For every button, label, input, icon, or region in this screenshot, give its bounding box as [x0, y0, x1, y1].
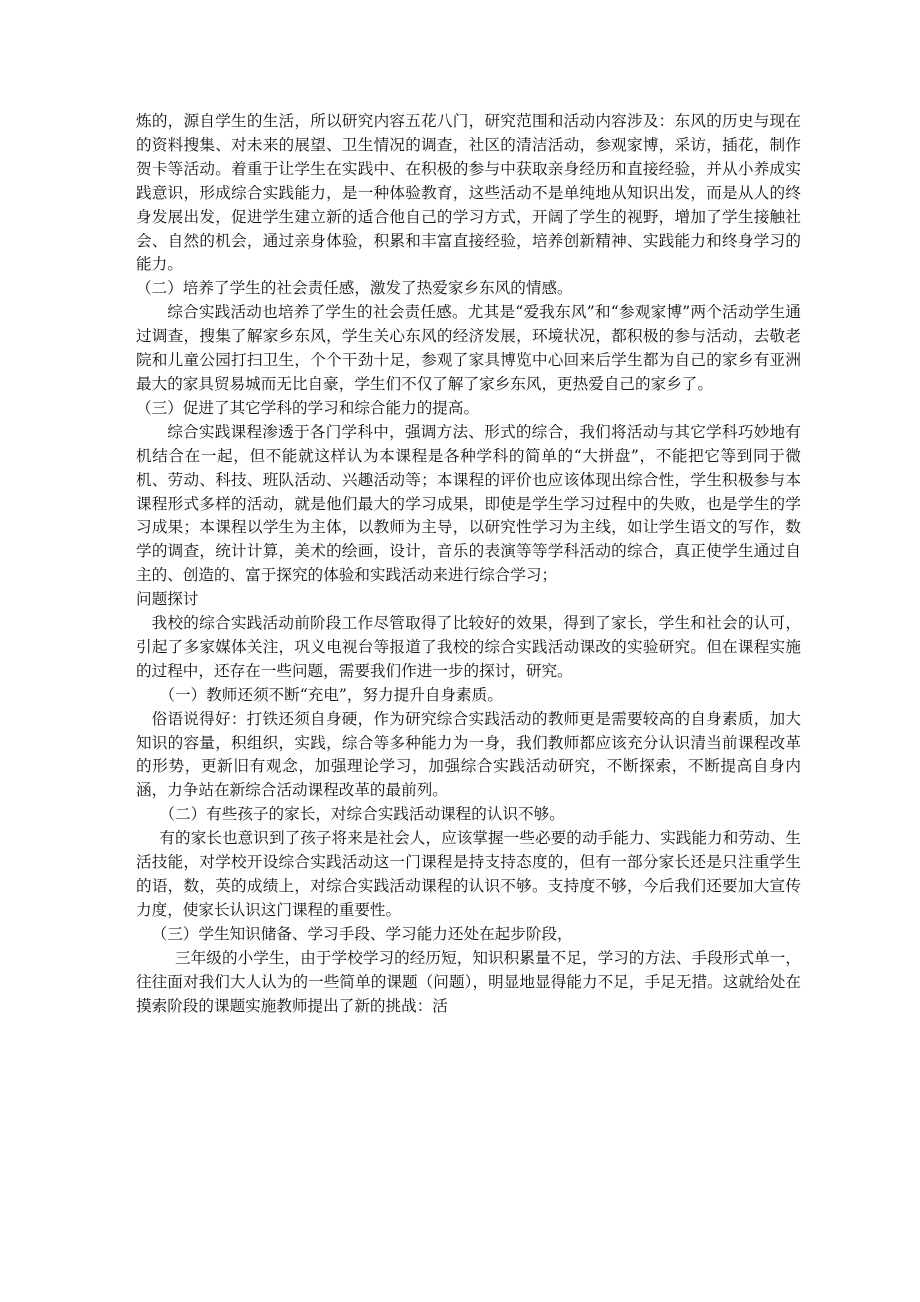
paragraph-integration: 综合实践课程渗透于各门学科中，强调方法、形式的综合，我们将活动与其它学科巧妙地有机结合在一起，但不能就这样认为本课程是各种学科的简单的“大拼盘”，不能把它等到同于微机、劳动、科技、班队活动、兴趣活动等；本课程的评价也应该体现出综合性，学生积极参与本课程形式多样的活动，就是他们最大的学习成果，即使是学生学习过程中的失败，也是学生的学习成果；本课程以学生为主体，以教师为主导，以研究性学习为主线，如让学生语文的写作，数学的调查，统计计算，美术的绘画，设计，音乐的表演等等学科活动的综合，真正使学生通过自主的、创造的、富于探究的体验和实践活动来进行综合学习； — [136, 422, 801, 585]
paragraph-students: 三年级的小学生，由于学校学习的经历短，知识积累量不足，学习的方法、手段形式单一，往往面对我们大人认为的一些简单的课题（问题），明显地显得能力不足，手足无措。这就给处在摸索阶段的课题实施教师提出了新的挑战：活 — [136, 948, 801, 1015]
paragraph-parents: 有的家长也意识到了孩子将来是社会人，应该掌握一些必要的动手能力、实践能力和劳动、生活技能，对学校开设综合实践活动这一门课程是持支持态度的，但有一部分家长还是只注重学生的语，数，英的成绩上，对综合实践活动课程的认识不够。支持度不够，今后我们还要加大宣传力度，使家长认识这门课程的重要性。 — [136, 829, 801, 919]
section-title-problems: 问题探讨 — [136, 590, 199, 609]
problem-heading-3: （三）学生知识储备、学习手段、学习能力还处在起步阶段， — [151, 924, 573, 943]
section-heading-2: （二）培养了学生的社会责任感，激发了热爱家乡东风的情感。 — [136, 279, 573, 298]
paragraph-responsibility: 综合实践活动也培养了学生的社会责任感。尤其是“爱我东风”和“参观家博”两个活动学生通过调查，搜集了解家乡东风，学生关心东风的经济发展，环境状况，都积极的参与活动，去敬老院和儿童公园打扫卫生，个个干劲十足，参观了家具博览中心回来后学生都为自己的家乡有亚洲最大的家具贸易城而无比自豪，学生们不仅了解了家乡东风，更热爱自己的家乡了。 — [136, 303, 801, 393]
section-heading-3: （三）促进了其它学科的学习和综合能力的提高。 — [136, 398, 480, 417]
paragraph-continuation: 炼的，源自学生的生活，所以研究内容五花八门，研究范围和活动内容涉及：东风的历史与现在的资料搜集、对未来的展望、卫生情况的调查，社区的清洁活动，参观家博，采访，插花，制作贺卡等活动。着重于让学生在实践中、在积极的参与中获取亲身经历和直接经验，并从小养成实践意识，形成综合实践能力，是一种体验教育，这些活动不是单纯地从知识出发，而是从人的终身发展出发，促进学生建立新的适合他自己的学习方式，开阔了学生的视野，增加了学生接触社会、自然的机会，通过亲身体验，积累和丰富直接经验，培养创新精神、实践能力和终身学习的能力。 — [136, 112, 801, 274]
paragraph-teacher-quality: 俗语说得好：打铁还须自身硬，作为研究综合实践活动的教师更是需要较高的自身素质，加大知识的容量，积组织，实践，综合等多种能力为一身，我们教师都应该充分认识清当前课程改革的形势，更新旧有观念，加强理论学习，加强综合实践活动研究，不断探索，不断提高自身内涵，力争站在新综合活动课程改革的最前列。 — [136, 709, 801, 800]
paragraph-problems-intro: 我校的综合实践活动前阶段工作尽管取得了比较好的效果，得到了家长，学生和社会的认可，引起了多家媒体关注，巩义电视台等报道了我校的综合实践活动课改的实验研究。但在课程实施的过程中，还存在一些问题，需要我们作进一步的探讨，研究。 — [136, 614, 801, 680]
problem-heading-2: （二）有些孩子的家长，对综合实践活动课程的认识不够。 — [159, 805, 565, 824]
document-page — [136, 110, 801, 1018]
problem-heading-1: （一）教师还须不断“充电”，努力提升自身素质。 — [159, 685, 503, 704]
